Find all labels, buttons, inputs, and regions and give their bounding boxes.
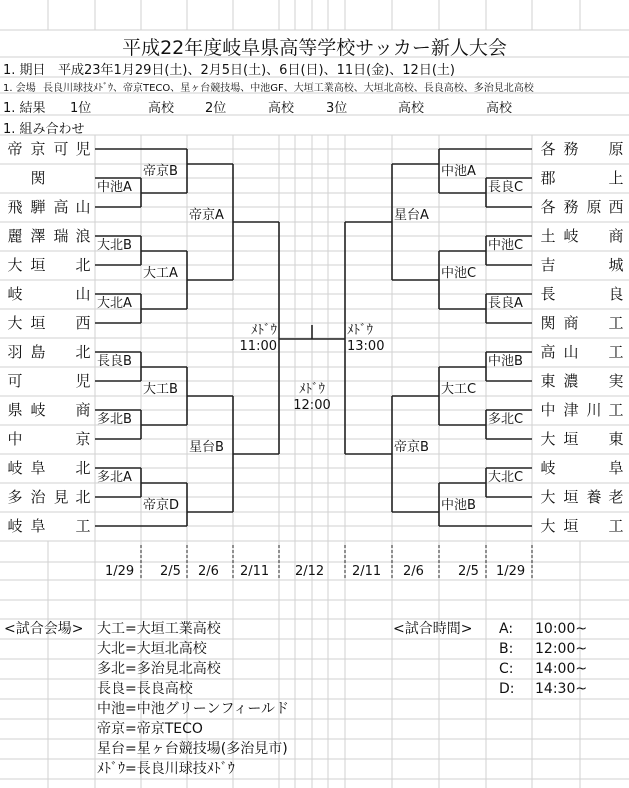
semifinal-right-time: 13:00: [347, 339, 385, 354]
team-name-char: 瑞: [53, 227, 69, 245]
left-team-name: [0, 251, 94, 280]
right-team-name: [533, 251, 627, 280]
team-name-char: 京: [30, 140, 46, 158]
round-date: 1/29: [105, 564, 135, 579]
team-name-char: 上: [608, 169, 624, 187]
team-name-char: 北: [75, 459, 91, 477]
team-name-char: 商: [563, 314, 579, 332]
right-team-name: [533, 193, 627, 222]
match-label: 長良C: [488, 180, 524, 195]
team-name-char: 山: [75, 198, 91, 216]
team-name-char: 各: [540, 140, 556, 158]
result-school-1: 高校: [148, 101, 175, 116]
team-name-char: 大: [540, 517, 556, 535]
team-name-char: 澤: [30, 227, 46, 245]
team-name-char: 郡: [540, 169, 556, 187]
match-label: 大北A: [97, 296, 132, 311]
team-name-char: 北: [75, 256, 91, 274]
venue-legend-item: 大工=大垣工業高校: [97, 621, 221, 637]
team-name-char: 商: [608, 227, 624, 245]
time-value: 14:00~: [535, 661, 588, 677]
right-team-name: [533, 483, 627, 512]
venue-legend-item: 多北=多治見北高校: [97, 661, 221, 677]
left-team-name: [0, 396, 94, 425]
right-team-name: [533, 454, 627, 483]
venues-value: 長良川球技ﾒﾄﾞｳ、帝京TECO、星ヶ台競技場、中池GF、大垣工業高校、大垣北高校、長良高校、多治見北高校: [43, 83, 534, 94]
match-label: 長良B: [97, 354, 132, 369]
match-label: 長良A: [488, 296, 523, 311]
team-name-char: 老: [608, 488, 624, 506]
semifinal-left-time: 11:00: [239, 339, 277, 354]
round-date: 2/5: [160, 564, 181, 579]
left-team-name: [0, 512, 94, 541]
match-label: 大北C: [488, 470, 524, 485]
team-name-char: 京: [75, 430, 91, 448]
team-name-char: 治: [30, 488, 46, 506]
team-name-char: 良: [608, 285, 624, 303]
round-date: 2/11: [352, 564, 382, 579]
match-label: 大工A: [143, 266, 178, 281]
right-team-name: [533, 367, 627, 396]
team-name-char: 土: [540, 227, 556, 245]
match-label: 帝京B: [143, 164, 178, 179]
semifinal-left-venue: ﾒﾄﾞｳ: [251, 323, 277, 338]
team-name-char: 山: [75, 285, 91, 303]
team-name-char: 吉: [540, 256, 556, 274]
team-name-char: 麗: [7, 227, 23, 245]
team-name-char: 大: [540, 430, 556, 448]
team-name-char: 浪: [75, 227, 91, 245]
time-legend-label: <試合時間>: [393, 621, 473, 637]
semifinal-right-venue: ﾒﾄﾞｳ: [347, 323, 373, 338]
venue-legend-item: 中池=中池グリーンフィールド: [97, 701, 290, 717]
time-value: 12:00~: [535, 641, 588, 657]
team-name-char: 中: [540, 401, 556, 419]
match-label: 大北B: [97, 238, 132, 253]
final-time: 12:00: [293, 398, 331, 413]
final-venue: ﾒﾄﾞｳ: [299, 382, 325, 397]
left-team-name: [0, 193, 94, 222]
right-team-name: [533, 396, 627, 425]
team-name-char: 見: [53, 488, 69, 506]
right-team-name: [533, 135, 627, 164]
team-name-char: 津: [563, 401, 579, 419]
match-label: 中池B: [488, 354, 523, 369]
round-date: 2/12: [295, 564, 325, 579]
team-name-char: 岐: [7, 285, 23, 303]
team-name-char: 中: [7, 430, 23, 448]
team-name-char: 帝: [7, 140, 23, 158]
match-label: 中池A: [97, 180, 132, 195]
match-label: 中池A: [441, 164, 476, 179]
team-name-char: 北: [75, 488, 91, 506]
venue-legend-item: 大北=大垣北高校: [97, 641, 207, 657]
team-name-char: 飛: [7, 198, 23, 216]
team-name-char: 大: [540, 488, 556, 506]
team-name-char: 西: [608, 198, 624, 216]
team-name-char: 羽: [7, 343, 23, 361]
team-name-char: 川: [586, 401, 602, 419]
time-value: 10:00~: [535, 621, 588, 637]
team-name-char: 児: [75, 140, 91, 158]
team-name-char: 多: [7, 488, 23, 506]
venue-legend-item: 帝京=帝京TECO: [97, 721, 203, 737]
team-name-char: 関: [540, 314, 556, 332]
team-name-char: 濃: [563, 372, 579, 390]
team-name-char: 垣: [563, 488, 579, 506]
right-team-name: [533, 222, 627, 251]
right-team-name: [533, 512, 627, 541]
result-school-3: 高校: [398, 101, 425, 116]
match-label: 中池C: [488, 238, 524, 253]
team-name-char: 岐: [540, 459, 556, 477]
time-code: D:: [499, 681, 515, 697]
left-team-name: [0, 454, 94, 483]
dates-label: 1. 期日: [3, 63, 46, 78]
team-name-char: 原: [586, 198, 602, 216]
team-name-char: 島: [30, 343, 46, 361]
match-label: 大工B: [143, 382, 178, 397]
match-label: 帝京A: [189, 208, 224, 223]
result-school-2: 高校: [268, 101, 295, 116]
team-name-char: 大: [7, 314, 23, 332]
venues-label: 1. 会場: [3, 83, 36, 94]
left-team-name: [0, 425, 94, 454]
results-label: 1. 結果: [3, 101, 46, 116]
team-name-char: 工: [608, 517, 624, 535]
match-label: 多北C: [488, 412, 524, 427]
team-name-char: 大: [7, 256, 23, 274]
team-name-char: 関: [30, 169, 46, 187]
team-name-char: 務: [563, 140, 579, 158]
venue-legend-item: ﾒﾄﾞｳ=長良川球技ﾒﾄﾞｳ: [97, 761, 235, 777]
team-name-char: 長: [540, 285, 556, 303]
team-name-char: 工: [608, 401, 624, 419]
team-name-char: 阜: [608, 459, 624, 477]
result-place-2: 2位: [205, 101, 227, 116]
time-code: C:: [499, 661, 514, 677]
left-team-name: [0, 309, 94, 338]
time-code: B:: [499, 641, 514, 657]
team-name-char: 可: [53, 140, 69, 158]
left-team-name: [0, 338, 94, 367]
venue-legend-item: 星台=星ヶ台競技場(多治見市): [97, 741, 288, 757]
team-name-char: 垣: [30, 314, 46, 332]
team-name-char: 実: [608, 372, 624, 390]
team-name-char: 県: [7, 401, 23, 419]
team-name-char: 児: [75, 372, 91, 390]
team-name-char: 工: [608, 314, 624, 332]
time-value: 14:30~: [535, 681, 588, 697]
match-label: 多北B: [97, 412, 132, 427]
team-name-char: 騨: [30, 198, 46, 216]
team-name-char: 工: [75, 517, 91, 535]
round-date: 2/6: [403, 564, 424, 579]
team-name-char: 養: [586, 488, 602, 506]
venue-legend-label: <試合会場>: [4, 621, 84, 637]
team-name-char: 岐: [30, 401, 46, 419]
match-label: 帝京B: [394, 440, 429, 455]
right-team-name: [533, 280, 627, 309]
right-team-name: [533, 425, 627, 454]
team-name-char: 山: [563, 343, 579, 361]
page-title: 平成22年度岐阜県高等学校サッカー新人大会: [122, 37, 507, 59]
match-label: 多北A: [97, 470, 132, 485]
team-name-char: 東: [608, 430, 624, 448]
result-place-3: 3位: [326, 101, 348, 116]
match-label: 中池C: [441, 266, 477, 281]
match-label: 中池B: [441, 498, 476, 513]
round-date: 1/29: [496, 564, 526, 579]
dates-value: 平成23年1月29日(土)、2月5日(土)、6日(日)、11日(金)、12日(土): [58, 63, 455, 78]
team-name-char: 高: [540, 343, 556, 361]
team-name-char: 垣: [563, 517, 579, 535]
team-name-char: 阜: [30, 459, 46, 477]
left-team-name: [0, 280, 94, 309]
round-date: 2/6: [198, 564, 219, 579]
right-team-name: [533, 338, 627, 367]
final-lines: [279, 325, 345, 339]
left-team-name: [0, 483, 94, 512]
result-school-4: 高校: [486, 101, 513, 116]
round-date: 2/5: [458, 564, 479, 579]
team-name-char: 原: [608, 140, 624, 158]
match-label: 星台A: [394, 208, 429, 223]
match-label: 大工C: [441, 382, 477, 397]
team-name-char: 務: [563, 198, 579, 216]
left-team-name: [0, 164, 94, 193]
team-name-char: 高: [53, 198, 69, 216]
time-code: A:: [499, 621, 514, 637]
round-date: 2/11: [240, 564, 270, 579]
team-name-char: 西: [75, 314, 91, 332]
team-name-char: 北: [75, 343, 91, 361]
team-name-char: 可: [7, 372, 23, 390]
team-name-char: 工: [608, 343, 624, 361]
result-place-1: 1位: [70, 101, 92, 116]
team-name-char: 阜: [30, 517, 46, 535]
team-name-char: 垣: [563, 430, 579, 448]
team-name-char: 岐: [7, 459, 23, 477]
team-name-char: 城: [608, 256, 624, 274]
left-team-name: [0, 135, 94, 164]
left-team-name: [0, 367, 94, 396]
right-team-name: [533, 309, 627, 338]
bracket-label: 1. 組み合わせ: [3, 122, 85, 137]
team-name-char: 岐: [7, 517, 23, 535]
match-label: 星台B: [189, 440, 224, 455]
team-name-char: 商: [75, 401, 91, 419]
team-name-char: 岐: [563, 227, 579, 245]
left-team-name: [0, 222, 94, 251]
team-name-char: 各: [540, 198, 556, 216]
venue-legend-item: 長良=長良高校: [97, 681, 193, 697]
right-team-name: [533, 164, 627, 193]
team-name-char: 東: [540, 372, 556, 390]
match-label: 帝京D: [143, 498, 180, 513]
team-name-char: 垣: [30, 256, 46, 274]
